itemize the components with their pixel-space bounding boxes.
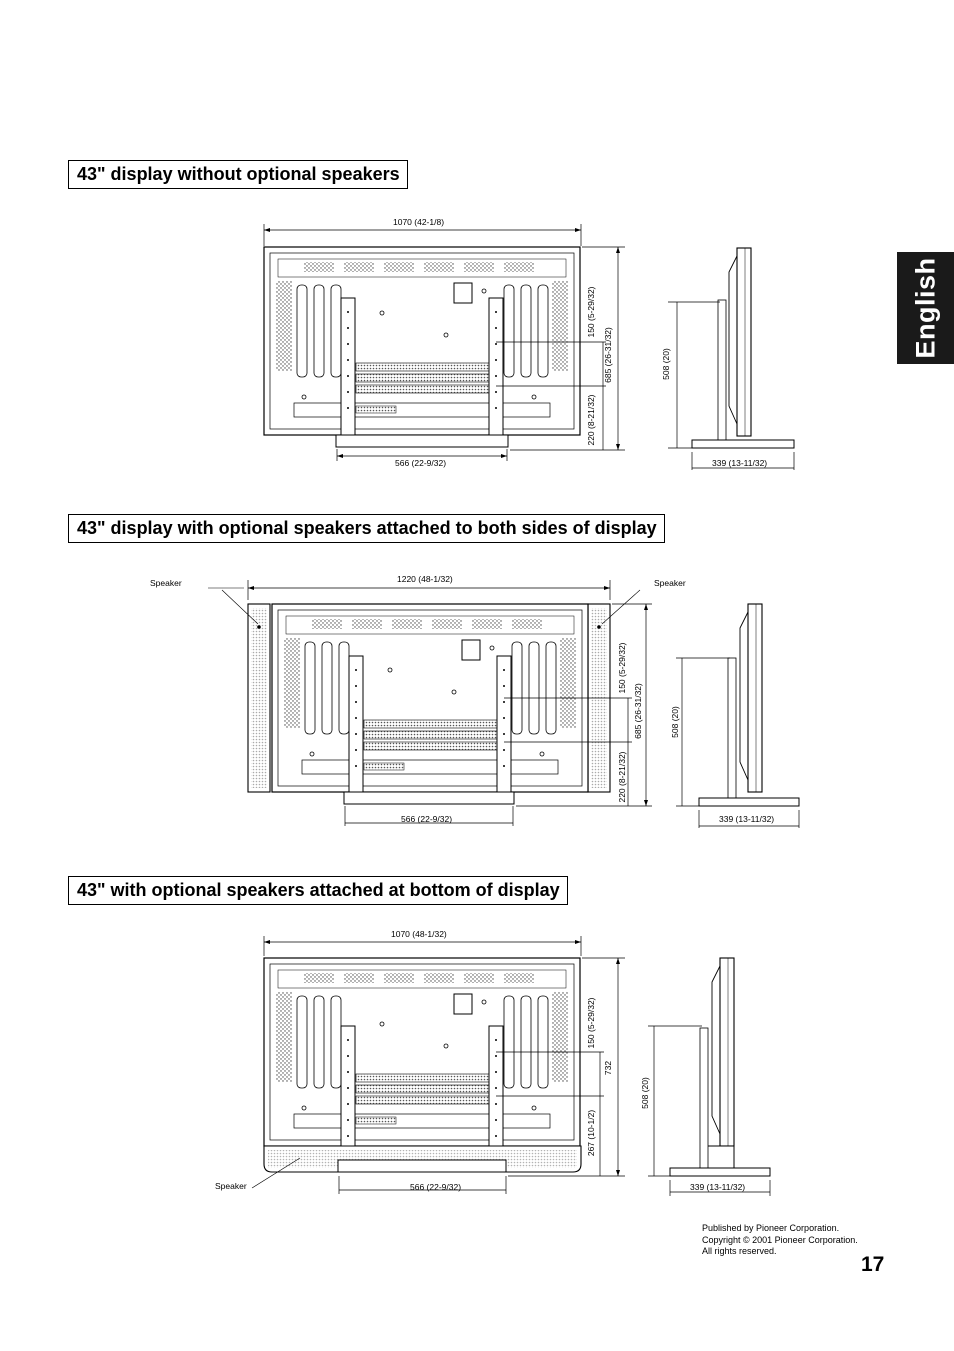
s1-dim-150: 150 (5-29/32) xyxy=(586,286,596,338)
s3-side-508: 508 (20) xyxy=(640,1077,650,1109)
s3-dim-267: 267 (10-1/2) xyxy=(586,1109,596,1157)
s2-width-top: 1220 (48-1/32) xyxy=(397,574,453,584)
s3-dim-732: 732 xyxy=(603,1060,613,1076)
s1-side-339: 339 (13-11/32) xyxy=(712,458,768,468)
s2-stand-width: 566 (22-9/32) xyxy=(401,814,453,824)
s1-side-508: 508 (20) xyxy=(661,348,671,380)
drawing-side-speakers-rear xyxy=(208,580,652,826)
section-title-side-speakers: 43" display with optional speakers attached to both sides of display xyxy=(68,514,665,543)
drawing-bottom-speakers-rear xyxy=(252,936,625,1194)
s2-side-508: 508 (20) xyxy=(670,706,680,738)
section-title-bottom-speakers: 43" with optional speakers attached at bottom of display xyxy=(68,876,568,905)
drawing-no-speakers-side xyxy=(668,248,794,470)
s1-dim-220: 220 (8-21/32) xyxy=(586,394,596,446)
s1-dim-685: 685 (26-31/32) xyxy=(603,327,613,383)
s2-dim-220: 220 (8-21/32) xyxy=(617,751,627,803)
drawing-side-speakers-side xyxy=(676,604,799,828)
footer-line-2: Copyright © 2001 Pioneer Corporation. xyxy=(702,1234,858,1245)
s2-speaker-left: Speaker xyxy=(150,578,182,588)
language-tab-label: English xyxy=(910,257,940,359)
s1-stand-width: 566 (22-9/32) xyxy=(395,458,447,468)
s3-speaker: Speaker xyxy=(215,1181,247,1191)
s2-dim-685: 685 (26-31/32) xyxy=(633,683,643,739)
section-title-no-speakers: 43" display without optional speakers xyxy=(68,160,408,189)
footer-line-3: All rights reserved. xyxy=(702,1246,777,1256)
s3-width-top: 1070 (48-1/32) xyxy=(391,929,447,939)
copyright-footer xyxy=(702,1223,858,1258)
footer-line-1: Published by Pioneer Corporation. xyxy=(702,1223,840,1233)
s2-dim-150: 150 (5-29/32) xyxy=(617,642,627,694)
page-number: 17 xyxy=(861,1253,885,1276)
s3-side-339: 339 (13-11/32) xyxy=(690,1182,746,1192)
s3-stand-width: 566 (22-9/32) xyxy=(410,1182,462,1192)
drawing-bottom-speakers-side xyxy=(648,958,770,1196)
s3-dim-150: 150 (5-29/32) xyxy=(586,997,596,1049)
drawing-no-speakers-rear xyxy=(264,224,625,461)
s1-width-top: 1070 (42-1/8) xyxy=(393,217,445,227)
s2-side-339: 339 (13-11/32) xyxy=(719,814,775,824)
s2-speaker-right: Speaker xyxy=(654,578,686,588)
